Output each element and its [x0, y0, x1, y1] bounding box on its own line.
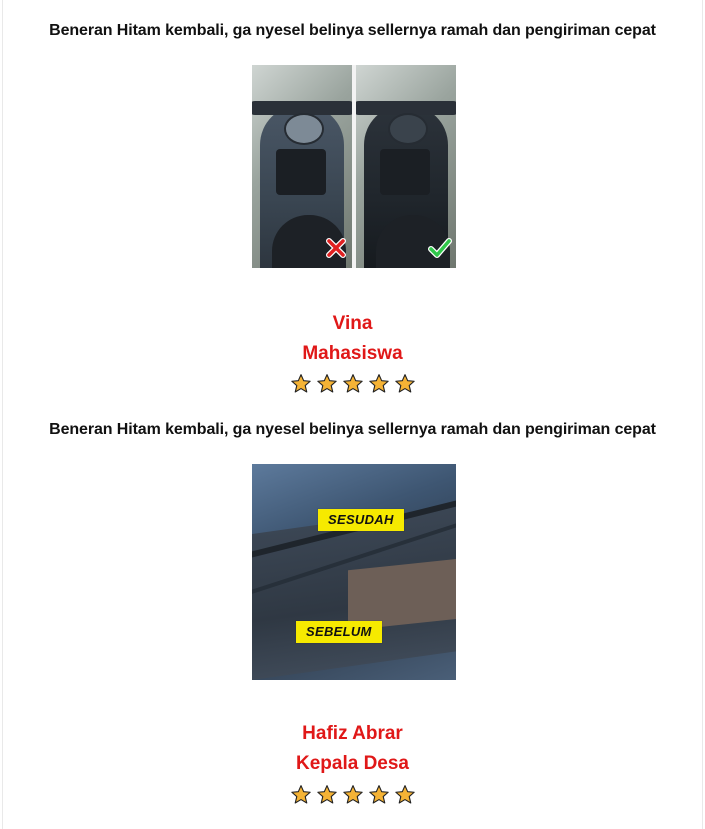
star-icon: [394, 373, 416, 395]
star-icon: [342, 784, 364, 806]
label-after: SESUDAH: [318, 509, 404, 531]
star-icon: [316, 373, 338, 395]
reviewer-name: Vina: [332, 313, 373, 334]
star-icon: [342, 373, 364, 395]
star-icon: [290, 373, 312, 395]
review-text: Beneran Hitam kembali, ga nyesel belinya sellernya ramah dan pengiriman cepat: [49, 22, 656, 39]
label-before: SEBELUM: [296, 621, 382, 643]
reviewer-role: Kepala Desa: [295, 753, 409, 774]
star-icon: [368, 784, 390, 806]
photo-after: [356, 65, 456, 268]
star-icon: [316, 784, 338, 806]
photo-before: [252, 65, 352, 268]
rating-stars: [0, 373, 705, 395]
rating-stars: [0, 784, 705, 806]
review-photo-dashboard: [252, 464, 456, 680]
reviewer-name: Hafiz Abrar: [302, 723, 403, 744]
review-photo-before-after: [252, 65, 456, 268]
cross-icon: [324, 236, 348, 260]
review-text: Beneran Hitam kembali, ga nyesel belinya sellernya ramah dan pengiriman cepat: [49, 421, 656, 438]
star-icon: [394, 784, 416, 806]
reviewer-role: Mahasiswa: [302, 343, 403, 364]
star-icon: [368, 373, 390, 395]
star-icon: [290, 784, 312, 806]
check-icon: [428, 236, 452, 260]
